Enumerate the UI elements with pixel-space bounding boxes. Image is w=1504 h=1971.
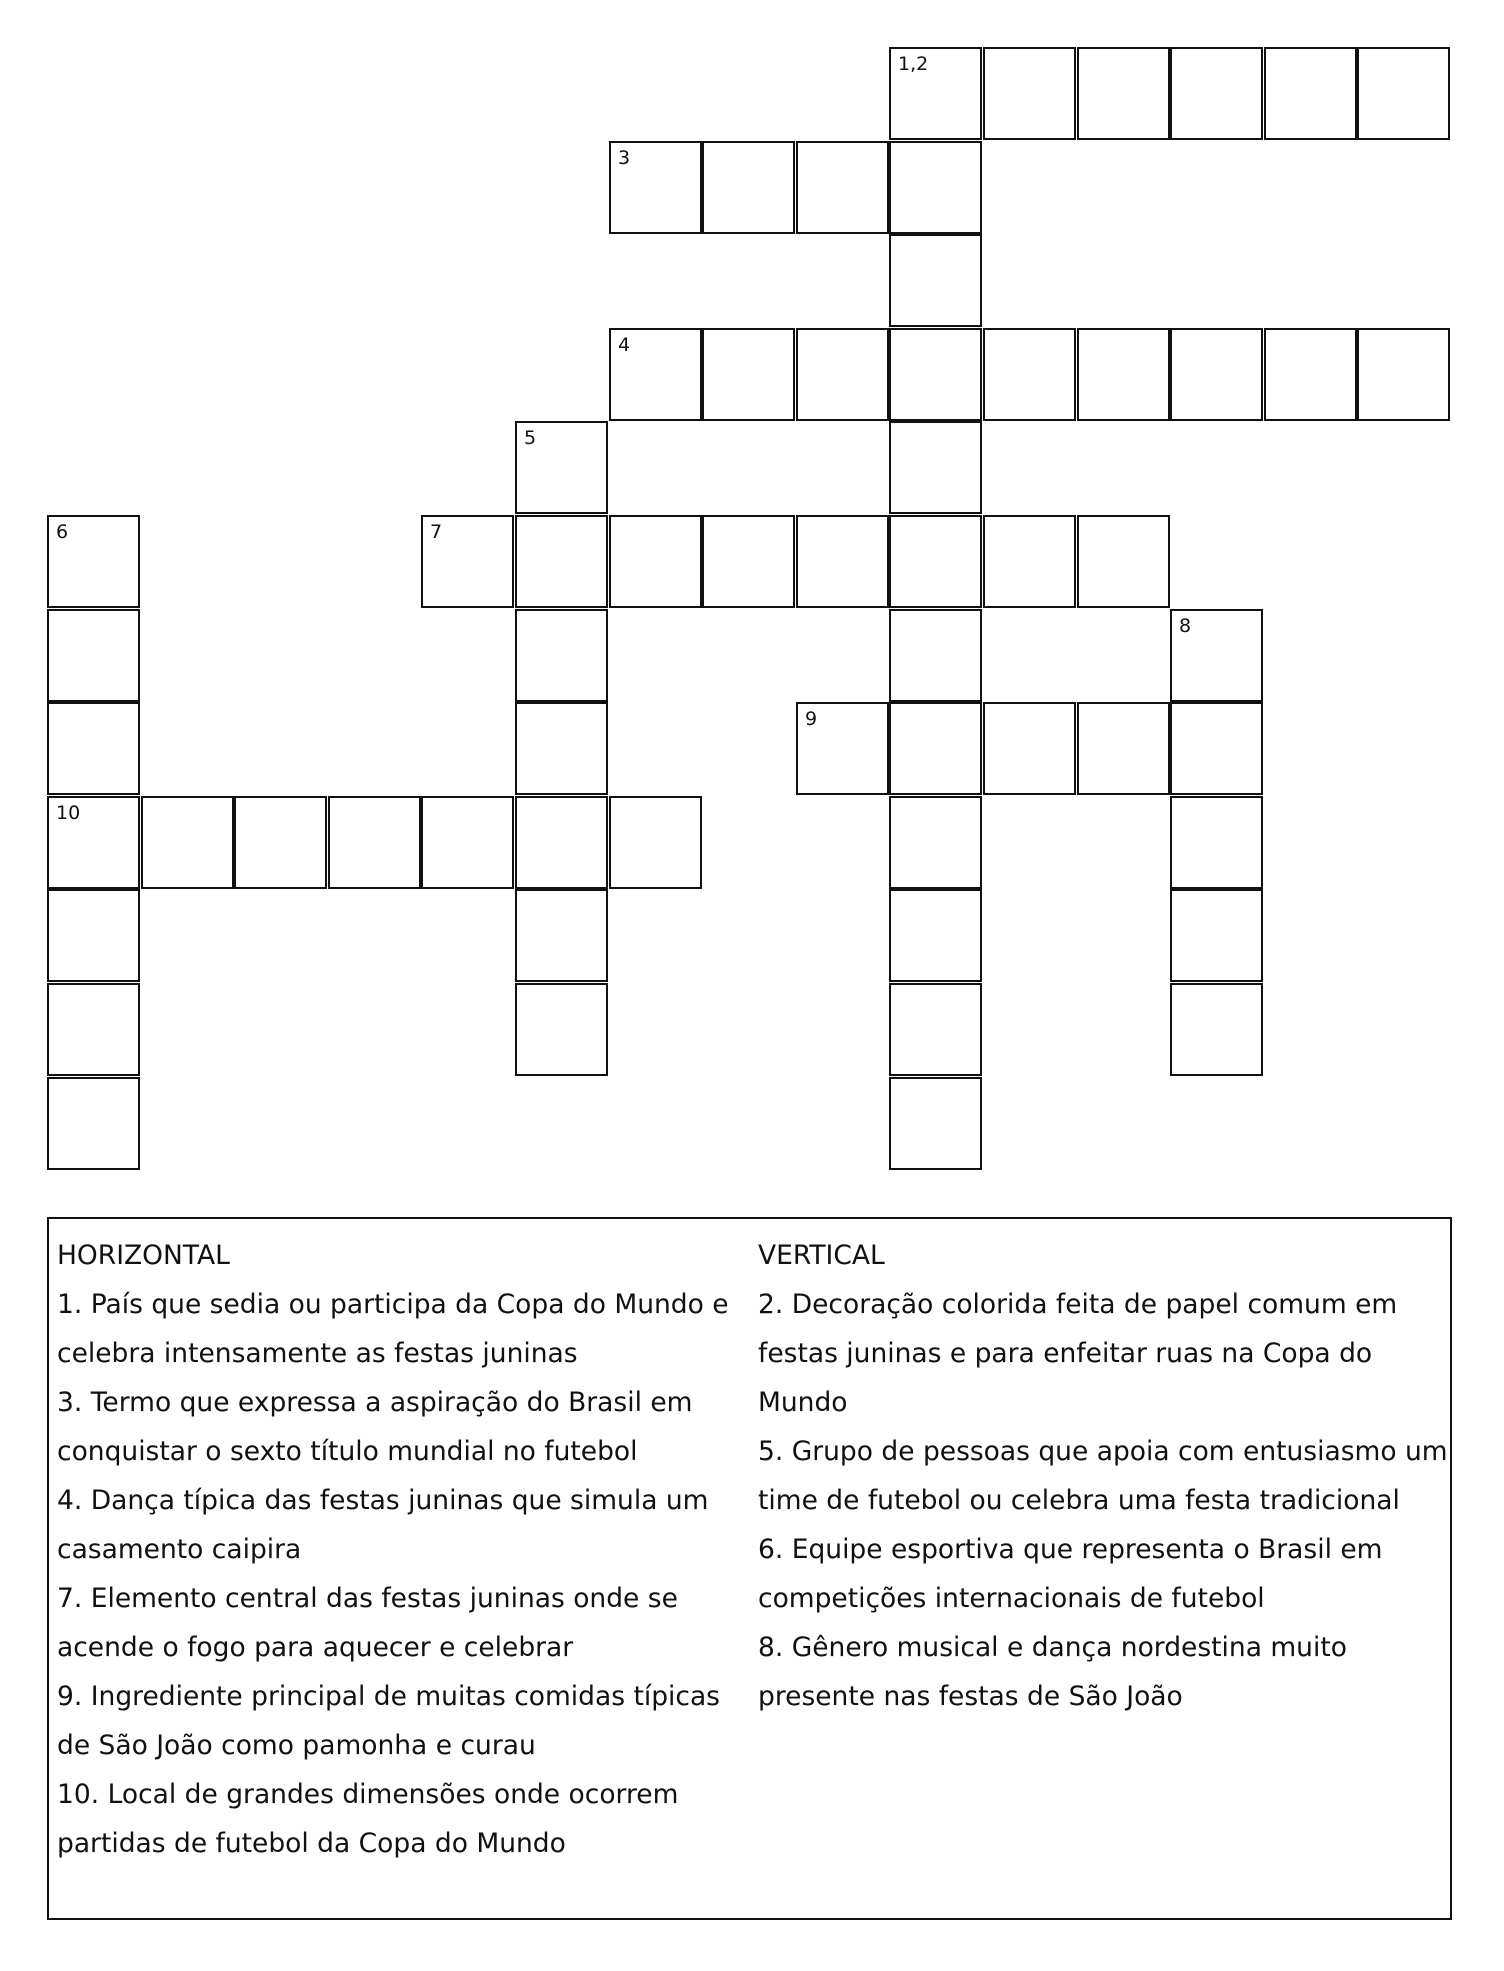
clue-number: 8 [1179, 615, 1192, 637]
crossword-cell[interactable] [889, 702, 982, 795]
crossword-cell[interactable] [47, 983, 140, 1076]
crossword-cell[interactable] [889, 47, 982, 140]
crossword-cell[interactable] [47, 515, 140, 608]
clue-number: 4 [618, 334, 631, 356]
crossword-cell[interactable] [609, 328, 702, 421]
crossword-cell[interactable] [889, 609, 982, 702]
crossword-cell[interactable] [796, 141, 889, 234]
crossword-cell[interactable] [515, 515, 608, 608]
vertical-clues [758, 1231, 1448, 1721]
crossword-cell[interactable] [515, 421, 608, 514]
clue-horizontal-9: 9. Ingrediente principal de muitas comidas típicas de São João como pamonha e curau [57, 1681, 720, 1761]
crossword-cell[interactable] [1264, 328, 1357, 421]
crossword-cell[interactable] [889, 889, 982, 982]
horizontal-clues [57, 1231, 757, 1868]
crossword-cell[interactable] [47, 1077, 140, 1170]
crossword-cell[interactable] [983, 515, 1076, 608]
clue-horizontal-3: 3. Termo que expressa a aspiração do Brasil em conquistar o sexto título mundial no futebol [57, 1387, 693, 1467]
crossword-cell[interactable] [609, 515, 702, 608]
crossword-cell[interactable] [983, 47, 1076, 140]
crossword-cell[interactable] [234, 796, 327, 889]
clue-number: 6 [56, 521, 69, 543]
crossword-cell[interactable] [328, 796, 421, 889]
crossword-cell[interactable] [1077, 47, 1170, 140]
crossword-cell[interactable] [702, 515, 795, 608]
clue-number: 5 [524, 427, 537, 449]
crossword-cell[interactable] [796, 702, 889, 795]
crossword-cell[interactable] [47, 609, 140, 702]
crossword-cell[interactable] [1077, 328, 1170, 421]
horizontal-title: HORIZONTAL [57, 1240, 230, 1271]
crossword-cell[interactable] [1170, 47, 1263, 140]
crossword-cell[interactable] [1357, 328, 1450, 421]
crossword-cell[interactable] [1170, 889, 1263, 982]
crossword-cell[interactable] [47, 702, 140, 795]
clue-vertical-8: 8. Gênero musical e dança nordestina muito presente nas festas de São João [758, 1632, 1347, 1712]
crossword-cell[interactable] [983, 328, 1076, 421]
crossword-cell[interactable] [1170, 983, 1263, 1076]
crossword-cell[interactable] [1170, 702, 1263, 795]
crossword-cell[interactable] [983, 702, 1076, 795]
crossword-cell[interactable] [421, 515, 514, 608]
crossword-cell[interactable] [515, 796, 608, 889]
clue-vertical-5: 5. Grupo de pessoas que apoia com entusiasmo um time de futebol ou celebra uma festa tradicional [758, 1436, 1448, 1516]
crossword-cell[interactable] [515, 983, 608, 1076]
crossword-cell[interactable] [889, 234, 982, 327]
crossword-cell[interactable] [609, 141, 702, 234]
crossword-cell[interactable] [889, 515, 982, 608]
crossword-cell[interactable] [889, 983, 982, 1076]
crossword-cell[interactable] [796, 515, 889, 608]
crossword-cell[interactable] [1264, 47, 1357, 140]
crossword-cell[interactable] [1357, 47, 1450, 140]
clue-horizontal-10: 10. Local de grandes dimensões onde ocorrem partidas de futebol da Copa do Mundo [57, 1779, 679, 1859]
clue-number: 1,2 [898, 53, 929, 75]
crossword-cell[interactable] [889, 796, 982, 889]
vertical-title: VERTICAL [758, 1240, 885, 1271]
crossword-cell[interactable] [889, 328, 982, 421]
crossword-cell[interactable] [889, 1077, 982, 1170]
crossword-cell[interactable] [609, 796, 702, 889]
crossword-cell[interactable] [702, 141, 795, 234]
crossword-cell[interactable] [1170, 328, 1263, 421]
crossword-cell[interactable] [515, 889, 608, 982]
crossword-cell[interactable] [421, 796, 514, 889]
clue-horizontal-4: 4. Dança típica das festas juninas que simula um casamento caipira [57, 1485, 709, 1565]
crossword-cell[interactable] [47, 796, 140, 889]
clues-box [47, 1217, 1452, 1920]
clue-horizontal-7: 7. Elemento central das festas juninas onde se acende o fogo para aquecer e celebrar [57, 1583, 678, 1663]
clue-number: 7 [430, 521, 443, 543]
clue-number: 9 [805, 708, 818, 730]
crossword-cell[interactable] [889, 141, 982, 234]
crossword-cell[interactable] [889, 421, 982, 514]
crossword-cell[interactable] [1077, 515, 1170, 608]
crossword-cell[interactable] [141, 796, 234, 889]
clue-number: 3 [618, 147, 631, 169]
clue-vertical-6: 6. Equipe esportiva que representa o Brasil em competições internacionais de futebol [758, 1534, 1383, 1614]
clue-horizontal-1: 1. País que sedia ou participa da Copa do Mundo e celebra intensamente as festas juninas [57, 1289, 729, 1369]
clue-number: 10 [56, 802, 81, 824]
crossword-cell[interactable] [515, 702, 608, 795]
crossword-cell[interactable] [702, 328, 795, 421]
crossword-cell[interactable] [1170, 796, 1263, 889]
crossword-cell[interactable] [1170, 609, 1263, 702]
clue-vertical-2: 2. Decoração colorida feita de papel comum em festas juninas e para enfeitar ruas na Copa do Mundo [758, 1289, 1398, 1418]
crossword-cell[interactable] [47, 889, 140, 982]
crossword-cell[interactable] [1077, 702, 1170, 795]
crossword-cell[interactable] [515, 609, 608, 702]
crossword-cell[interactable] [796, 328, 889, 421]
